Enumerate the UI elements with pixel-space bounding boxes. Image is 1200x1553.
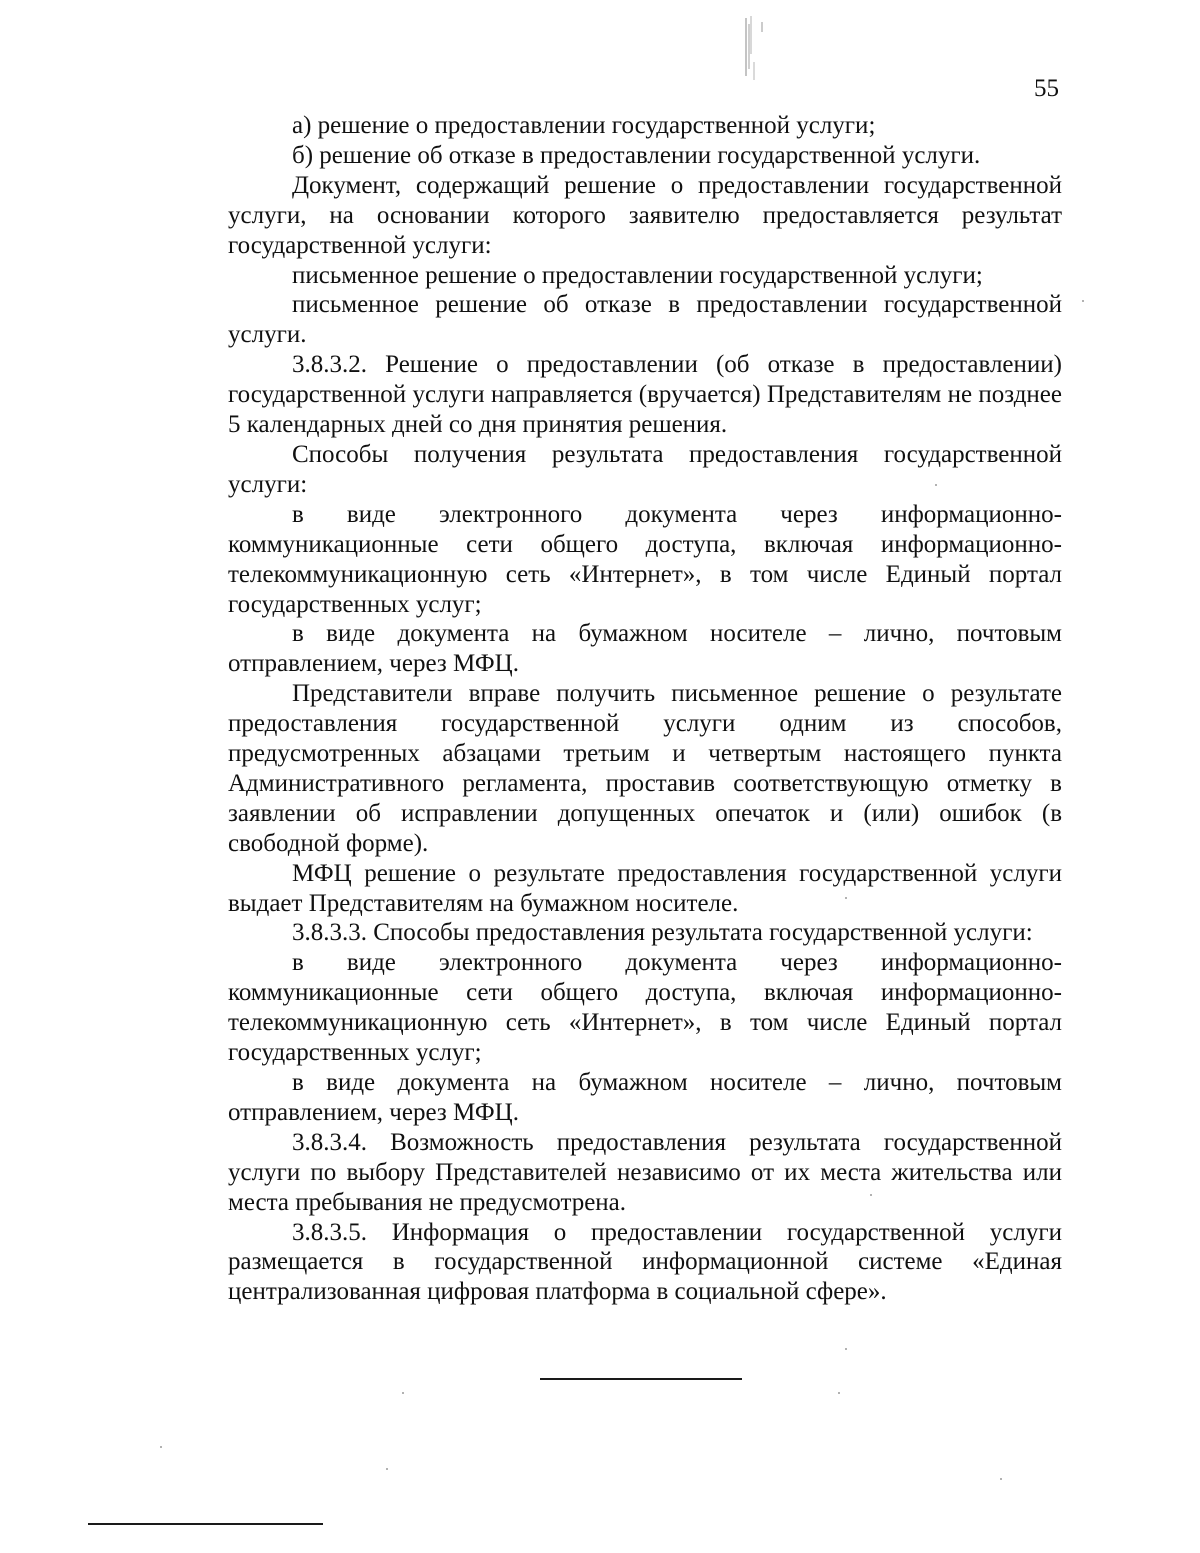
scan-speck: [845, 1348, 847, 1350]
paragraph: Способы получения результата предоставления государственной услуги:: [228, 440, 1062, 498]
scan-speck: [935, 484, 937, 486]
paragraph: б) решение об отказе в предоставлении государственной услуги.: [292, 141, 981, 169]
scan-speck: [386, 1468, 388, 1470]
paragraph: письменное решение о предоставлении государственной услуги;: [292, 261, 983, 289]
paragraph: Документ, содержащий решение о предоставлении государственной услуги, на основании которого заявителю предоставляется результат государственной услуги:: [228, 171, 1062, 259]
paragraph: в виде документа на бумажном носителе – лично, почтовым отправлением, через МФЦ.: [228, 620, 1062, 678]
paragraph: 3.8.3.5. Информация о предоставлении государственной услуги размещается в государственной информационной системе «Единая централизованная цифровая платформа в социальной сфере».: [228, 1218, 1062, 1306]
paragraph: в виде документа на бумажном носителе – лично, почтовым отправлением, через МФЦ.: [228, 1069, 1062, 1126]
paragraph: 3.8.3.4. Возможность предоставления результата государственной услуги по выбору Представителей независимо от их места жительства или места пребывания не предусмотрена.: [228, 1128, 1062, 1216]
paragraph: 3.8.3.2. Решение о предоставлении (об отказе в предоставлении) государственной услуги направляется (вручается) Представителям не позднее 5 календарных дней со дня принятия решения.: [228, 351, 1062, 439]
scan-speck: [402, 1392, 404, 1394]
scan-speck: [160, 1446, 162, 1448]
paragraph: в виде электронного документа через информационно-коммуникационные сети общего доступа, включая информационно-телекоммуникационную сеть «Интернет», в том числе Единый портал государственных услуг;: [228, 949, 1062, 1067]
paragraph: 3.8.3.3. Способы предоставления результата государственной услуги:: [292, 919, 1033, 947]
paragraph: в виде электронного документа через информационно-коммуникационные сети общего доступа, включая информационно-телекоммуникационную сеть «Интернет», в том числе Единый портал государственных услуг;: [228, 500, 1062, 618]
document-body: [228, 111, 1062, 1307]
scan-speck: [838, 1392, 840, 1394]
scan-speck: [870, 1194, 872, 1196]
paragraph: письменное решение об отказе в предоставлении государственной услуги.: [228, 291, 1062, 349]
paragraph: Представители вправе получить письменное решение о результате предоставления государственной услуги одним из способов, предусмотренных абзацами третьим и четвертым настоящего пункта Административного регламента, проставив соответствующую отметку в заявлении об исправлении допущенных опечаток и (или) ошибок (в свободной форме).: [228, 680, 1062, 857]
footnote-rule: [88, 1523, 323, 1525]
scan-artifact: [742, 14, 770, 84]
end-rule: [540, 1378, 742, 1380]
paragraph: МФЦ решение о результате предоставления государственной услуги выдает Представителям на бумажном носителе.: [228, 859, 1062, 917]
scan-speck: [845, 897, 847, 899]
page-number: 55: [1034, 75, 1059, 102]
paragraph: а) решение о предоставлении государственной услуги;: [292, 112, 876, 139]
scan-speck: [1082, 300, 1084, 302]
scan-speck: [1000, 1478, 1002, 1480]
